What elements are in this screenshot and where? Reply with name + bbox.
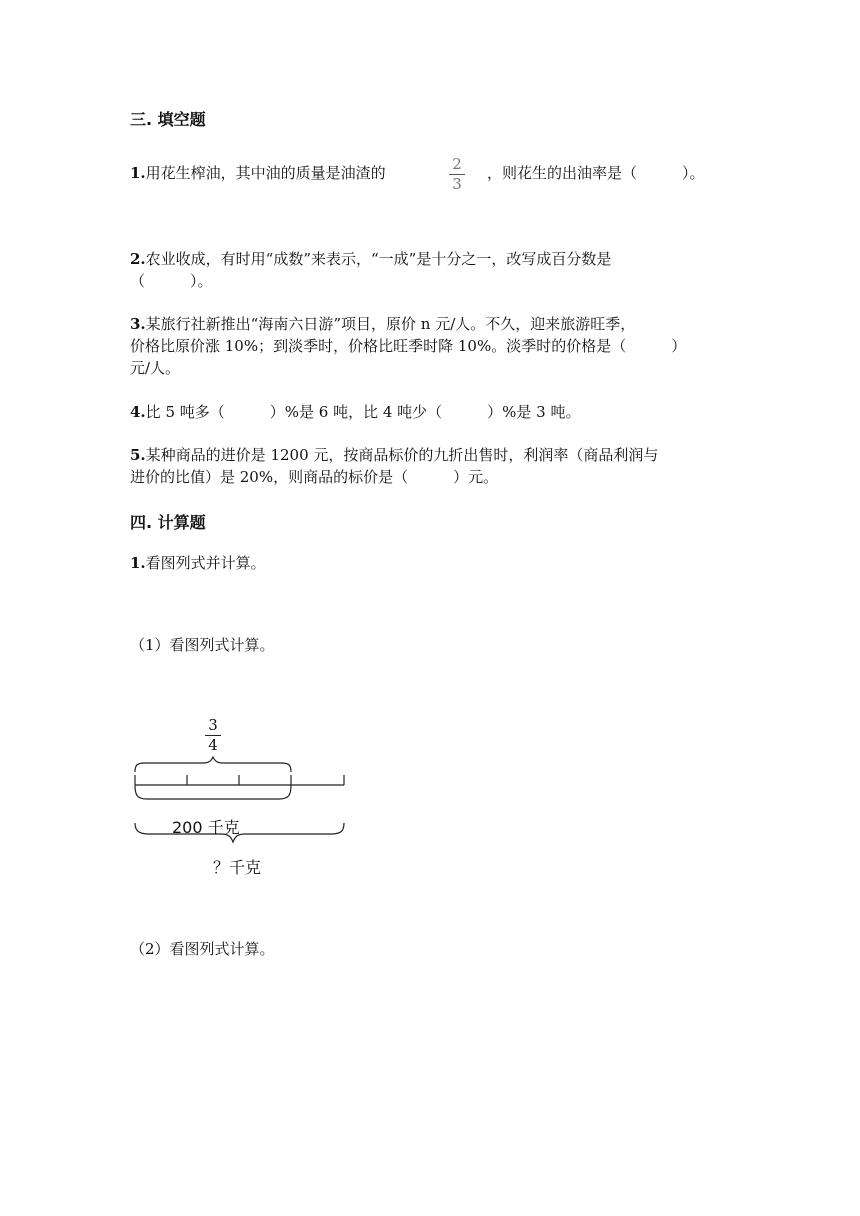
sub-question-1: （1）看图列式计算。 bbox=[130, 636, 275, 654]
question-2-line-2: （ ）。 bbox=[130, 272, 213, 290]
section-3-title: 三. 填空题 bbox=[130, 110, 206, 129]
question-3-line-3: 元/人。 bbox=[130, 359, 181, 377]
known-weight-label: 200 千克 bbox=[172, 818, 240, 837]
calc-question-1-text: 看图列式并计算。 bbox=[145, 554, 266, 572]
calc-question-1 bbox=[130, 552, 266, 574]
tape-diagram bbox=[125, 755, 365, 905]
question-5 bbox=[130, 444, 658, 466]
question-3 bbox=[130, 313, 635, 335]
question-1-text-after: ，则花生的出油率是（ ）。 bbox=[487, 164, 705, 182]
question-number: 4. bbox=[130, 403, 146, 421]
fraction-two-thirds bbox=[449, 156, 465, 193]
fraction-numerator: 2 bbox=[452, 155, 462, 173]
question-3-line-2: 价格比原价涨 10%；到淡季时，价格比旺季时降 10%。淡季时的价格是（ ） bbox=[130, 337, 687, 355]
question-2 bbox=[130, 248, 611, 270]
question-1-text-before: 用花生榨油，其中油的质量是油渣的 bbox=[145, 164, 386, 182]
fraction-numerator: 3 bbox=[208, 716, 218, 734]
question-number: 5. bbox=[130, 446, 146, 464]
top-brace bbox=[135, 757, 291, 772]
question-4 bbox=[130, 401, 581, 423]
question-number: 3. bbox=[130, 315, 146, 333]
sub-question-2: （2）看图列式计算。 bbox=[130, 940, 275, 958]
fraction-denominator: 4 bbox=[208, 736, 218, 754]
question-number: 2. bbox=[130, 250, 146, 268]
diagram-fraction-three-quarters bbox=[205, 717, 221, 754]
unknown-weight-label: ？千克 bbox=[213, 858, 262, 877]
question-number: 1. bbox=[130, 554, 146, 572]
question-1 bbox=[130, 162, 386, 184]
question-5-line-1: 某种商品的进价是 1200 元，按商品标价的九折出售时，利润率（商品利润与 bbox=[145, 446, 659, 464]
question-number: 1. bbox=[130, 164, 146, 182]
question-5-line-2: 进价的比值）是 20%，则商品的标价是（ ）元。 bbox=[130, 468, 499, 486]
section-4-title: 四. 计算题 bbox=[130, 513, 206, 532]
question-2-line-1: 农业收成，有时用“成数”来表示，“一成”是十分之一，改写成百分数是 bbox=[145, 250, 612, 268]
known-part-brace bbox=[135, 785, 291, 799]
question-3-line-1: 某旅行社新推出“海南六日游”项目，原价 n 元/人。不久，迎来旅游旺季， bbox=[145, 315, 636, 333]
fraction-denominator: 3 bbox=[452, 175, 462, 193]
question-4-text: 比 5 吨多（ ）%是 6 吨，比 4 吨少（ ）%是 3 吨。 bbox=[145, 403, 581, 421]
